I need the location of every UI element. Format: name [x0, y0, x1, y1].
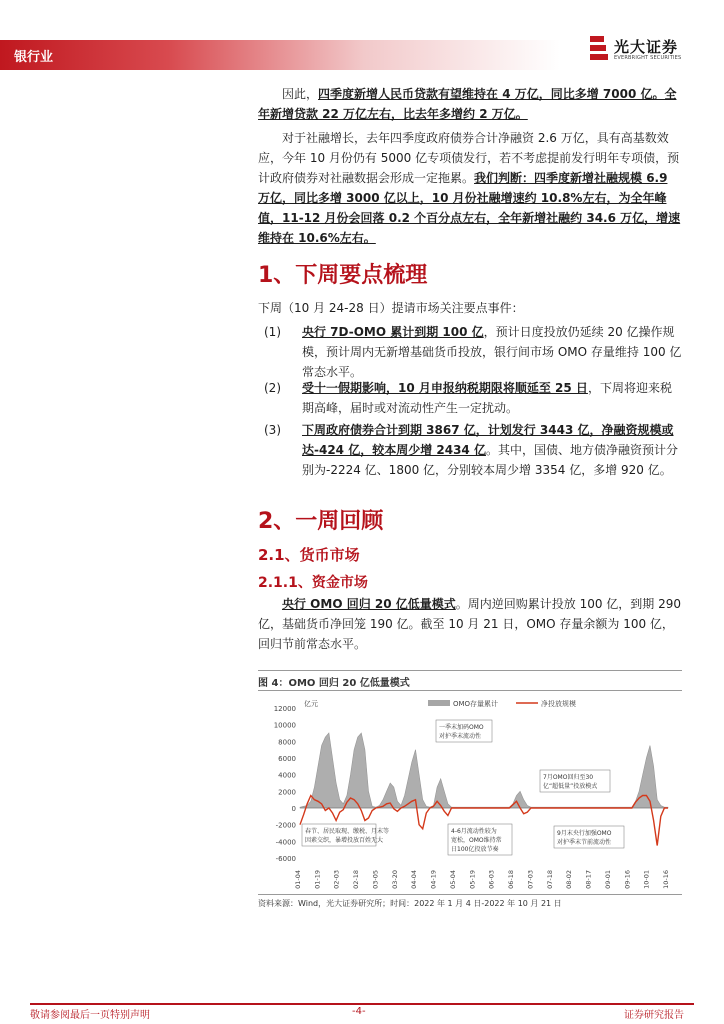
section-2-1-1-title: 2.1.1、资金市场 [258, 575, 368, 591]
x-tick-label: 05-04 [448, 870, 457, 889]
x-tick-label: 08-17 [584, 870, 593, 889]
legend-label-net: 净投放规模 [541, 700, 576, 708]
x-tick-label: 09-16 [623, 870, 632, 889]
x-tick-label: 04-04 [410, 870, 419, 889]
section-1-lead: 下周（10 月 24-28 日）提请市场关注要点事件： [258, 301, 524, 315]
logo-mark-icon [588, 36, 610, 62]
y-tick-label: 10000 [273, 721, 296, 730]
section-2-1-title: 2.1、货币市场 [258, 546, 360, 564]
footer-report-type: 证券研究报告 [624, 1010, 684, 1021]
x-tick-label: 06-03 [487, 870, 496, 889]
figure-source: 资料来源：Wind，光大证券研究所；时间：2022 年 1 月 4 日-2022 年 10 月 21 日 [258, 899, 562, 908]
intro-paragraph-1: 因此，四季度新增人民币贷款有望维持在 4 万亿，同比多增 7000 亿。全年新增贷款 22 万亿左右，比去年多增约 2 万亿。 [258, 87, 677, 121]
annotation-text: 7月OMO回归至30 亿“超低量”投放模式 [543, 774, 598, 790]
list-item-3: (3) 下周政府债券合计到期 3867 亿，计划发行 3443 亿，净融资规模或达-424 亿，较本周少增 2434 亿。其中，国债、地方债净融资预计分别为-2224 亿、1800 亿，分别较本周少增 3354 亿，多增 920 亿。 [258, 420, 682, 480]
y-tick-label: 8000 [278, 738, 296, 747]
x-tick-label: 06-18 [507, 870, 516, 889]
logo-text-cn: 光大证券 [614, 38, 679, 56]
y-tick-label: -4000 [275, 838, 296, 847]
y-tick-label: 4000 [278, 771, 296, 780]
figure-title-rule [258, 690, 682, 691]
footer-disclaimer: 敬请参阅最后一页特别声明 [30, 1010, 150, 1021]
footer-rule [30, 1003, 694, 1005]
y-tick-label: 12000 [273, 705, 296, 713]
omo-chart [258, 694, 682, 894]
y-tick-label: 6000 [278, 755, 296, 763]
y-tick-label: 2000 [278, 788, 296, 797]
brand-logo [588, 36, 688, 66]
legend-label-omo: OMO存量累计 [453, 700, 499, 708]
highlight-text: 四季度新增人民币贷款有望维持在 4 万亿，同比多增 7000 亿。全年新增贷款 22 万亿左右，比去年多增约 2 万亿。 [258, 87, 677, 121]
x-tick-label: 02-18 [352, 870, 361, 889]
annotation-text: 4-6月流动性较为宽松，OMO维持常日100亿投放节奏 [451, 828, 502, 853]
highlight-text: 我们判断：四季度新增社融规模 6.9 万亿，同比多增 3000 亿以上，10 月份社融增速约 10.8%左右，为全年峰值，11-12 月份会回落 0.2 个百分点左右，全年新增社融约 34.6 万亿，增速维持在 10.6%左右。 [258, 171, 681, 245]
x-tick-label: 01-19 [313, 870, 322, 889]
list-item-2: (2) 受十一假期影响，10 月申报纳税期限将顺延至 25 日，下周将迎来税期高峰，届时或对流动性产生一定扰动。 [258, 378, 682, 418]
x-tick-label: 07-18 [545, 870, 554, 889]
logo-text-en: EVERBRIGHT SECURITIES [614, 55, 682, 61]
x-tick-label: 09-01 [603, 870, 612, 889]
series-omo-stock-area [300, 733, 668, 808]
list-number: (2) [264, 381, 281, 395]
highlight-text: 央行 OMO 回归 20 亿低量模式 [282, 597, 456, 611]
annotation-text: 春节、居民取现、缴税、月末等因素交织，暴增投放百姓无大 [305, 828, 390, 844]
x-tick-label: 10-01 [642, 870, 651, 889]
x-tick-label: 02-03 [332, 870, 341, 889]
y-tick-label: -6000 [275, 855, 296, 863]
figure-bottom-rule [258, 894, 682, 895]
intro-paragraph-2: 对于社融增长，去年四季度政府债券合计净融资 2.6 万亿，具有高基数效应，今年 10 月份仍有 5000 亿专项债发行，若不考虑提前发行明年专项债，预计政府债券对社融数据会形成一定拖累。我们判断：四季度新增社融规模 6.9 万亿，同比多增 3000 亿以上，10 月份社融增速约 10.8%左右，为全年峰值，11-12 月份会回落 0.2 个百分点左右，全年新增社融约 34.6 万亿，增速维持在 10.6%左右。 [258, 131, 681, 245]
figure-top-rule [258, 670, 682, 671]
figure-title: 图 4：OMO 回归 20 亿低量模式 [258, 678, 410, 689]
x-tick-label: 04-19 [429, 870, 438, 889]
x-tick-label: 07-03 [526, 870, 535, 889]
x-tick-label: 01-04 [294, 870, 302, 889]
x-tick-label: 03-20 [390, 870, 399, 889]
section-2-paragraph: 央行 OMO 回归 20 亿低量模式。周内逆回购累计投放 100 亿，到期 290 亿，基础货币净回笼 190 亿。截至 10 月 21 日，OMO 存量余额为 100 亿，回归节前常态水平。 [258, 597, 682, 651]
annotation-text: 9月末央行加强OMO 对护季末节前流动性 [557, 830, 612, 846]
y-tick-label: -2000 [275, 821, 296, 830]
x-tick-label: 10-16 [662, 870, 670, 889]
page-number: -4- [352, 1006, 366, 1017]
header-band [0, 40, 560, 70]
list-item-1: (1) 央行 7D-OMO 累计到期 100 亿，预计日度投放仍延续 20 亿操作规模，预计周内无新增基础货币投放，银行间市场 OMO 存量维持 100 亿常态水平。 [258, 322, 682, 382]
annotation-text: 一季末加码OMO 对护季末流动性 [439, 724, 484, 740]
section-1-title: 1、下周要点梳理 [258, 263, 428, 288]
x-tick-label: 05-19 [468, 870, 477, 889]
section-2-title: 2、一周回顾 [258, 509, 384, 534]
list-number: (1) [264, 325, 281, 339]
y-tick-label: 0 [291, 805, 296, 813]
x-tick-label: 08-02 [565, 870, 574, 889]
legend-swatch-omo [428, 700, 450, 706]
x-tick-label: 03-05 [371, 870, 380, 889]
y-axis-label: 亿元 [304, 700, 318, 708]
header-section-label: 银行业 [14, 50, 54, 65]
list-number: (3) [264, 423, 281, 437]
